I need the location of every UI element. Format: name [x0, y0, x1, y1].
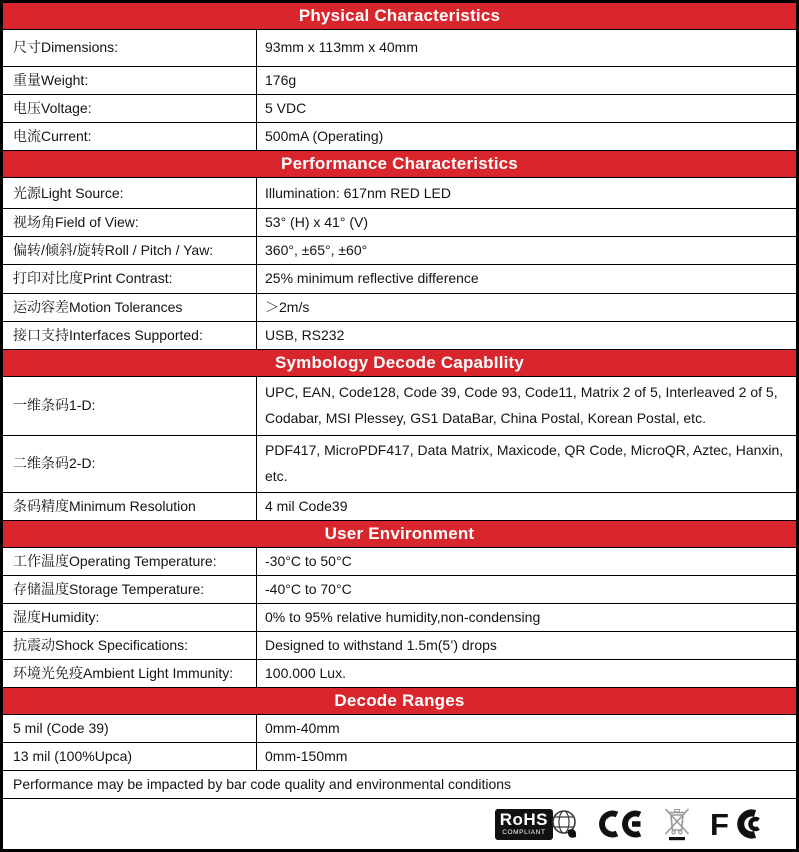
- table-row: [3, 377, 796, 436]
- spec-label-humidity: 湿度Humidity:: [3, 604, 257, 631]
- spec-label-operating-temperature: 工作温度Operating Temperature:: [3, 548, 257, 575]
- spec-label-2d-symbologies: 二维条码2-D:: [3, 436, 257, 492]
- section-header-user-environment: User Environment: [3, 521, 796, 548]
- spec-value-shock-specifications: Designed to withstand 1.5m(5’) drops: [265, 636, 497, 653]
- table-row: [3, 67, 796, 95]
- table-row: [3, 294, 796, 322]
- spec-label-voltage: 电压Voltage:: [3, 95, 257, 122]
- table-row: [3, 30, 796, 67]
- spec-value-weight: 176g: [265, 72, 297, 88]
- table-row: [3, 632, 796, 660]
- table-row: [3, 548, 796, 576]
- performance-note: Performance may be impacted by bar code quality and environmental conditions: [13, 776, 512, 793]
- fcc-letter-f: F: [710, 807, 729, 842]
- rohs-title: RoHS: [499, 810, 548, 830]
- spec-label-light-source: 光源Light Source:: [3, 178, 257, 208]
- spec-value-2d-symbologies: PDF417, MicroPDF417, Data Matrix, Maxicode, QR Code, MicroQR, Aztec, Hanxin, etc.: [265, 441, 784, 484]
- spec-value-roll-pitch-yaw: 360°, ±65°, ±60°: [265, 242, 368, 259]
- spec-value-light-source: Illumination: 617nm RED LED: [265, 184, 451, 201]
- spec-value-print-contrast: 25% minimum reflective difference: [265, 270, 479, 287]
- spec-label-interfaces-supported: 接口支持Interfaces Supported:: [3, 322, 257, 349]
- weee-bin-icon: [662, 806, 692, 842]
- section-header-physical-characteristics: Physical Characteristics: [3, 3, 796, 30]
- section-header-symbology-decode-capability: Symbology Decode CapabIlity: [3, 350, 796, 377]
- spec-label-print-contrast: 打印对比度Print Contrast:: [3, 265, 257, 292]
- spec-label-shock-specifications: 抗震动Shock Specifications:: [3, 632, 257, 659]
- rohs-badge: [495, 809, 553, 840]
- table-row: [3, 715, 796, 743]
- rohs-subtitle: COMPLIANT: [502, 829, 546, 837]
- table-row: [3, 743, 796, 771]
- spec-label-minimum-resolution: 条码精度Minimum Resolution: [3, 493, 257, 520]
- spec-value-storage-temperature: -40°C to 70°C: [265, 580, 352, 597]
- spec-value-5mil-range: 0mm-40mm: [265, 720, 340, 737]
- table-row: [3, 178, 796, 209]
- spec-value-voltage: 5 VDC: [265, 100, 307, 117]
- table-row: [3, 660, 796, 688]
- spec-label-13mil-upca: 13 mil (100%Upca): [3, 743, 257, 770]
- spec-label-1d-symbologies: 一维条码1-D:: [3, 377, 257, 435]
- table-row: [3, 436, 796, 493]
- spec-value-dimensions: 93mm x 113mm x 40mm: [265, 39, 418, 56]
- ce-mark-logo: [598, 808, 644, 840]
- spec-label-5mil-code39: 5 mil (Code 39): [3, 715, 257, 742]
- spec-label-current: 电流Current:: [3, 123, 257, 150]
- spec-value-operating-temperature: -30°C to 50°C: [265, 552, 352, 569]
- spec-value-1d-symbologies: UPC, EAN, Code128, Code 39, Code 93, Code11, Matrix 2 of 5, Interleaved 2 of 5, Codabar, MSI Plessey, GS1 DataBar, China Postal, Korean Postal, etc.: [265, 383, 778, 426]
- spec-value-ambient-light-immunity: 100.000 Lux.: [265, 665, 346, 681]
- spec-value-minimum-resolution: 4 mil Code39: [265, 497, 348, 514]
- spec-value-current: 500mA (Operating): [265, 128, 384, 145]
- spec-label-field-of-view: 视场角Field of View:: [3, 209, 257, 236]
- spec-label-dimensions: 尺寸Dimensions:: [3, 30, 257, 66]
- spec-value-motion-tolerances: ＞2m/s: [265, 298, 310, 315]
- fcc-logo: [710, 807, 762, 841]
- rohs-compliant-logo: [495, 807, 580, 841]
- spec-value-interfaces-supported: USB, RS232: [265, 326, 345, 343]
- table-row: [3, 265, 796, 293]
- section-header-performance-characteristics: Performance Characteristics: [3, 151, 796, 178]
- spec-label-ambient-light-immunity: 环境光免疫Ambient Light Immunity:: [3, 660, 257, 687]
- certification-logos-row: [3, 799, 796, 849]
- spec-label-storage-temperature: 存储温度Storage Temperature:: [3, 576, 257, 603]
- spec-value-field-of-view: 53° (H) x 41° (V): [265, 214, 368, 231]
- spec-value-humidity: 0% to 95% relative humidity,non-condensing: [265, 608, 541, 625]
- globe-leaf-icon: [550, 807, 580, 841]
- table-row: [3, 493, 796, 521]
- table-row: [3, 95, 796, 123]
- spec-label-motion-tolerances: 运动容差Motion Tolerances: [3, 294, 257, 321]
- section-header-decode-ranges: Decode Ranges: [3, 688, 796, 715]
- performance-note-row: [3, 771, 796, 799]
- spec-label-weight: 重量Weight:: [3, 67, 257, 94]
- table-row: [3, 604, 796, 632]
- table-row: [3, 209, 796, 237]
- table-row: [3, 322, 796, 350]
- spec-label-roll-pitch-yaw: 偏转/倾斜/旋转Roll / Pitch / Yaw:: [3, 237, 257, 264]
- table-row: [3, 237, 796, 265]
- table-row: [3, 576, 796, 604]
- spec-value-13mil-range: 0mm-150mm: [265, 748, 348, 765]
- table-row: [3, 123, 796, 151]
